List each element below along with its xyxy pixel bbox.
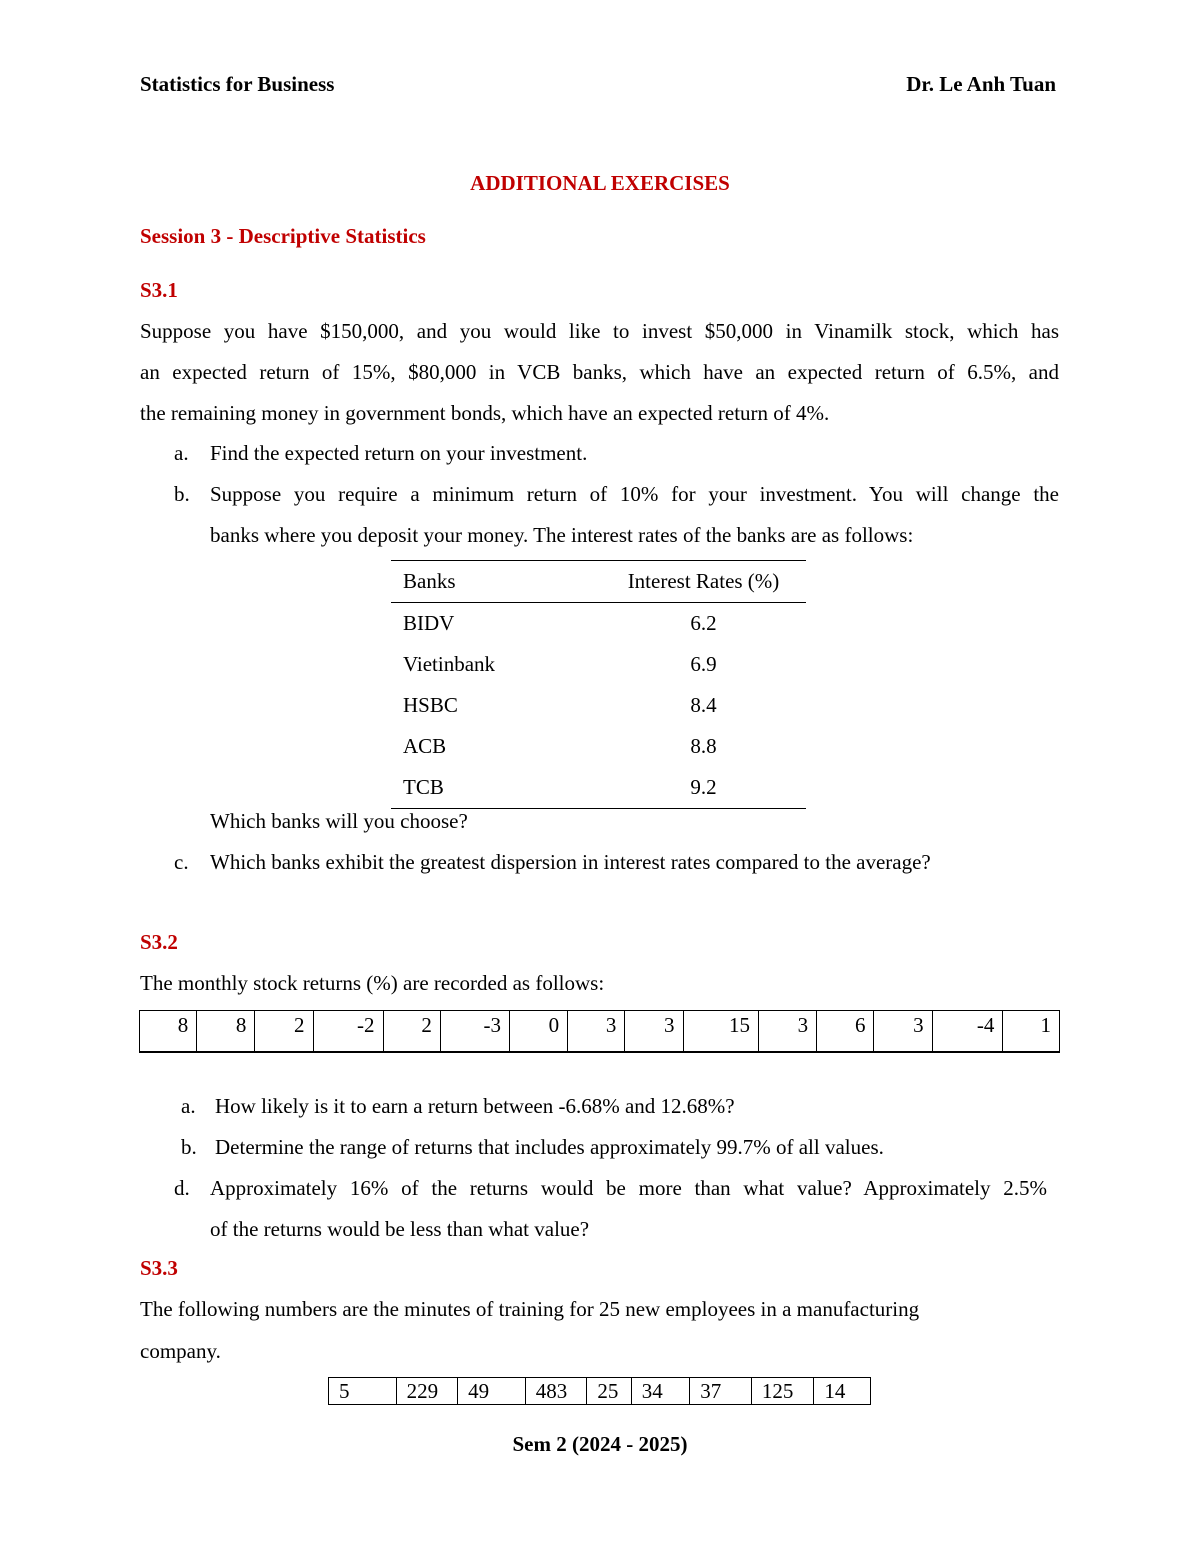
session-heading: Session 3 - Descriptive Statistics bbox=[140, 224, 426, 248]
s31-heading: S3.1 bbox=[140, 278, 178, 302]
return-cell: 2 bbox=[255, 1011, 313, 1053]
bank-name: HSBC bbox=[403, 693, 458, 717]
minutes-cell: 14 bbox=[814, 1378, 871, 1405]
s32-d-text-line-2: of the returns would be less than what value? bbox=[210, 1217, 590, 1241]
s31-a-text: Find the expected return on your investment. bbox=[210, 441, 588, 465]
bank-rate: 6.2 bbox=[690, 611, 717, 635]
return-cell: 15 bbox=[683, 1011, 759, 1053]
training-minutes-table bbox=[328, 1377, 871, 1405]
minutes-cell: 49 bbox=[458, 1378, 526, 1405]
table-row bbox=[391, 603, 806, 645]
s32-b-label: b. bbox=[181, 1135, 197, 1159]
minutes-cell: 37 bbox=[690, 1378, 752, 1405]
s31-intro-line-3: the remaining money in government bonds, which have an expected return of 4%. bbox=[140, 401, 830, 425]
table-row bbox=[140, 1011, 1060, 1053]
bank-name: Vietinbank bbox=[403, 652, 496, 676]
s31-b-text-line-2: banks where you deposit your money. The interest rates of the banks are as follows: bbox=[210, 523, 914, 547]
return-cell: 1 bbox=[1003, 1011, 1060, 1053]
minutes-cell: 229 bbox=[396, 1378, 458, 1405]
header-course-title: Statistics for Business bbox=[140, 72, 335, 96]
return-cell: 3 bbox=[625, 1011, 683, 1053]
return-cell: 6 bbox=[817, 1011, 874, 1053]
bank-name: BIDV bbox=[403, 611, 455, 635]
s31-b-question: Which banks will you choose? bbox=[210, 809, 468, 833]
s32-d-text-line-1: Approximately 16% of the returns would be more than what value? Approximately 2.5% bbox=[210, 1176, 1047, 1200]
return-cell: 0 bbox=[510, 1011, 568, 1053]
return-cell: 8 bbox=[140, 1011, 197, 1053]
s31-b-label: b. bbox=[174, 482, 190, 506]
s32-intro: The monthly stock returns (%) are recorded as follows: bbox=[140, 971, 605, 995]
s32-a-text: How likely is it to earn a return between -6.68% and 12.68%? bbox=[215, 1094, 735, 1118]
return-cell: 2 bbox=[383, 1011, 440, 1053]
s31-intro-line-1: Suppose you have $150,000, and you would like to invest $50,000 in Vinamilk stock, which has bbox=[140, 319, 1059, 343]
return-cell: -4 bbox=[932, 1011, 1003, 1053]
return-cell: 8 bbox=[197, 1011, 255, 1053]
table-row bbox=[329, 1378, 871, 1405]
minutes-cell: 34 bbox=[631, 1378, 690, 1405]
bank-rate: 8.4 bbox=[690, 693, 717, 717]
header-author: Dr. Le Anh Tuan bbox=[906, 72, 1056, 96]
s31-c-label: c. bbox=[174, 850, 189, 874]
s31-c-text: Which banks exhibit the greatest dispersion in interest rates compared to the average? bbox=[210, 850, 931, 874]
returns-table bbox=[139, 1010, 1060, 1053]
s32-heading: S3.2 bbox=[140, 930, 178, 954]
s33-intro-line-1: The following numbers are the minutes of training for 25 new employees in a manufacturing bbox=[140, 1297, 920, 1321]
bank-rate: 6.9 bbox=[690, 652, 717, 676]
bank-name: TCB bbox=[403, 775, 444, 799]
table-row bbox=[391, 644, 806, 685]
return-cell: -2 bbox=[313, 1011, 383, 1053]
table-row bbox=[391, 685, 806, 726]
s32-d-label: d. bbox=[174, 1176, 190, 1200]
table-header-row bbox=[391, 561, 806, 603]
return-cell: 3 bbox=[759, 1011, 817, 1053]
table-row bbox=[391, 726, 806, 767]
bank-rates-table bbox=[391, 560, 806, 809]
minutes-cell: 125 bbox=[751, 1378, 814, 1405]
bank-rate: 8.8 bbox=[690, 734, 717, 758]
minutes-cell: 483 bbox=[525, 1378, 587, 1405]
column-header-banks: Banks bbox=[391, 561, 601, 603]
minutes-cell: 5 bbox=[329, 1378, 397, 1405]
s33-intro-line-2: company. bbox=[140, 1339, 221, 1363]
page-title: ADDITIONAL EXERCISES bbox=[470, 171, 730, 195]
s32-a-label: a. bbox=[181, 1094, 196, 1118]
s31-b-text-line-1: Suppose you require a minimum return of 10% for your investment. You will change the bbox=[210, 482, 1059, 506]
s32-b-text: Determine the range of returns that includes approximately 99.7% of all values. bbox=[215, 1135, 884, 1159]
footer-semester: Sem 2 (2024 - 2025) bbox=[512, 1432, 688, 1456]
column-header-rates: Interest Rates (%) bbox=[601, 561, 806, 603]
return-cell: 3 bbox=[568, 1011, 625, 1053]
minutes-cell: 25 bbox=[587, 1378, 631, 1405]
s33-heading: S3.3 bbox=[140, 1256, 178, 1280]
return-cell: 3 bbox=[874, 1011, 932, 1053]
s31-intro-line-2: an expected return of 15%, $80,000 in VCB banks, which have an expected return of 6.5%, and bbox=[140, 360, 1059, 384]
s31-a-label: a. bbox=[174, 441, 189, 465]
bank-name: ACB bbox=[403, 734, 447, 758]
return-cell: -3 bbox=[440, 1011, 509, 1053]
bank-rate: 9.2 bbox=[690, 775, 717, 799]
